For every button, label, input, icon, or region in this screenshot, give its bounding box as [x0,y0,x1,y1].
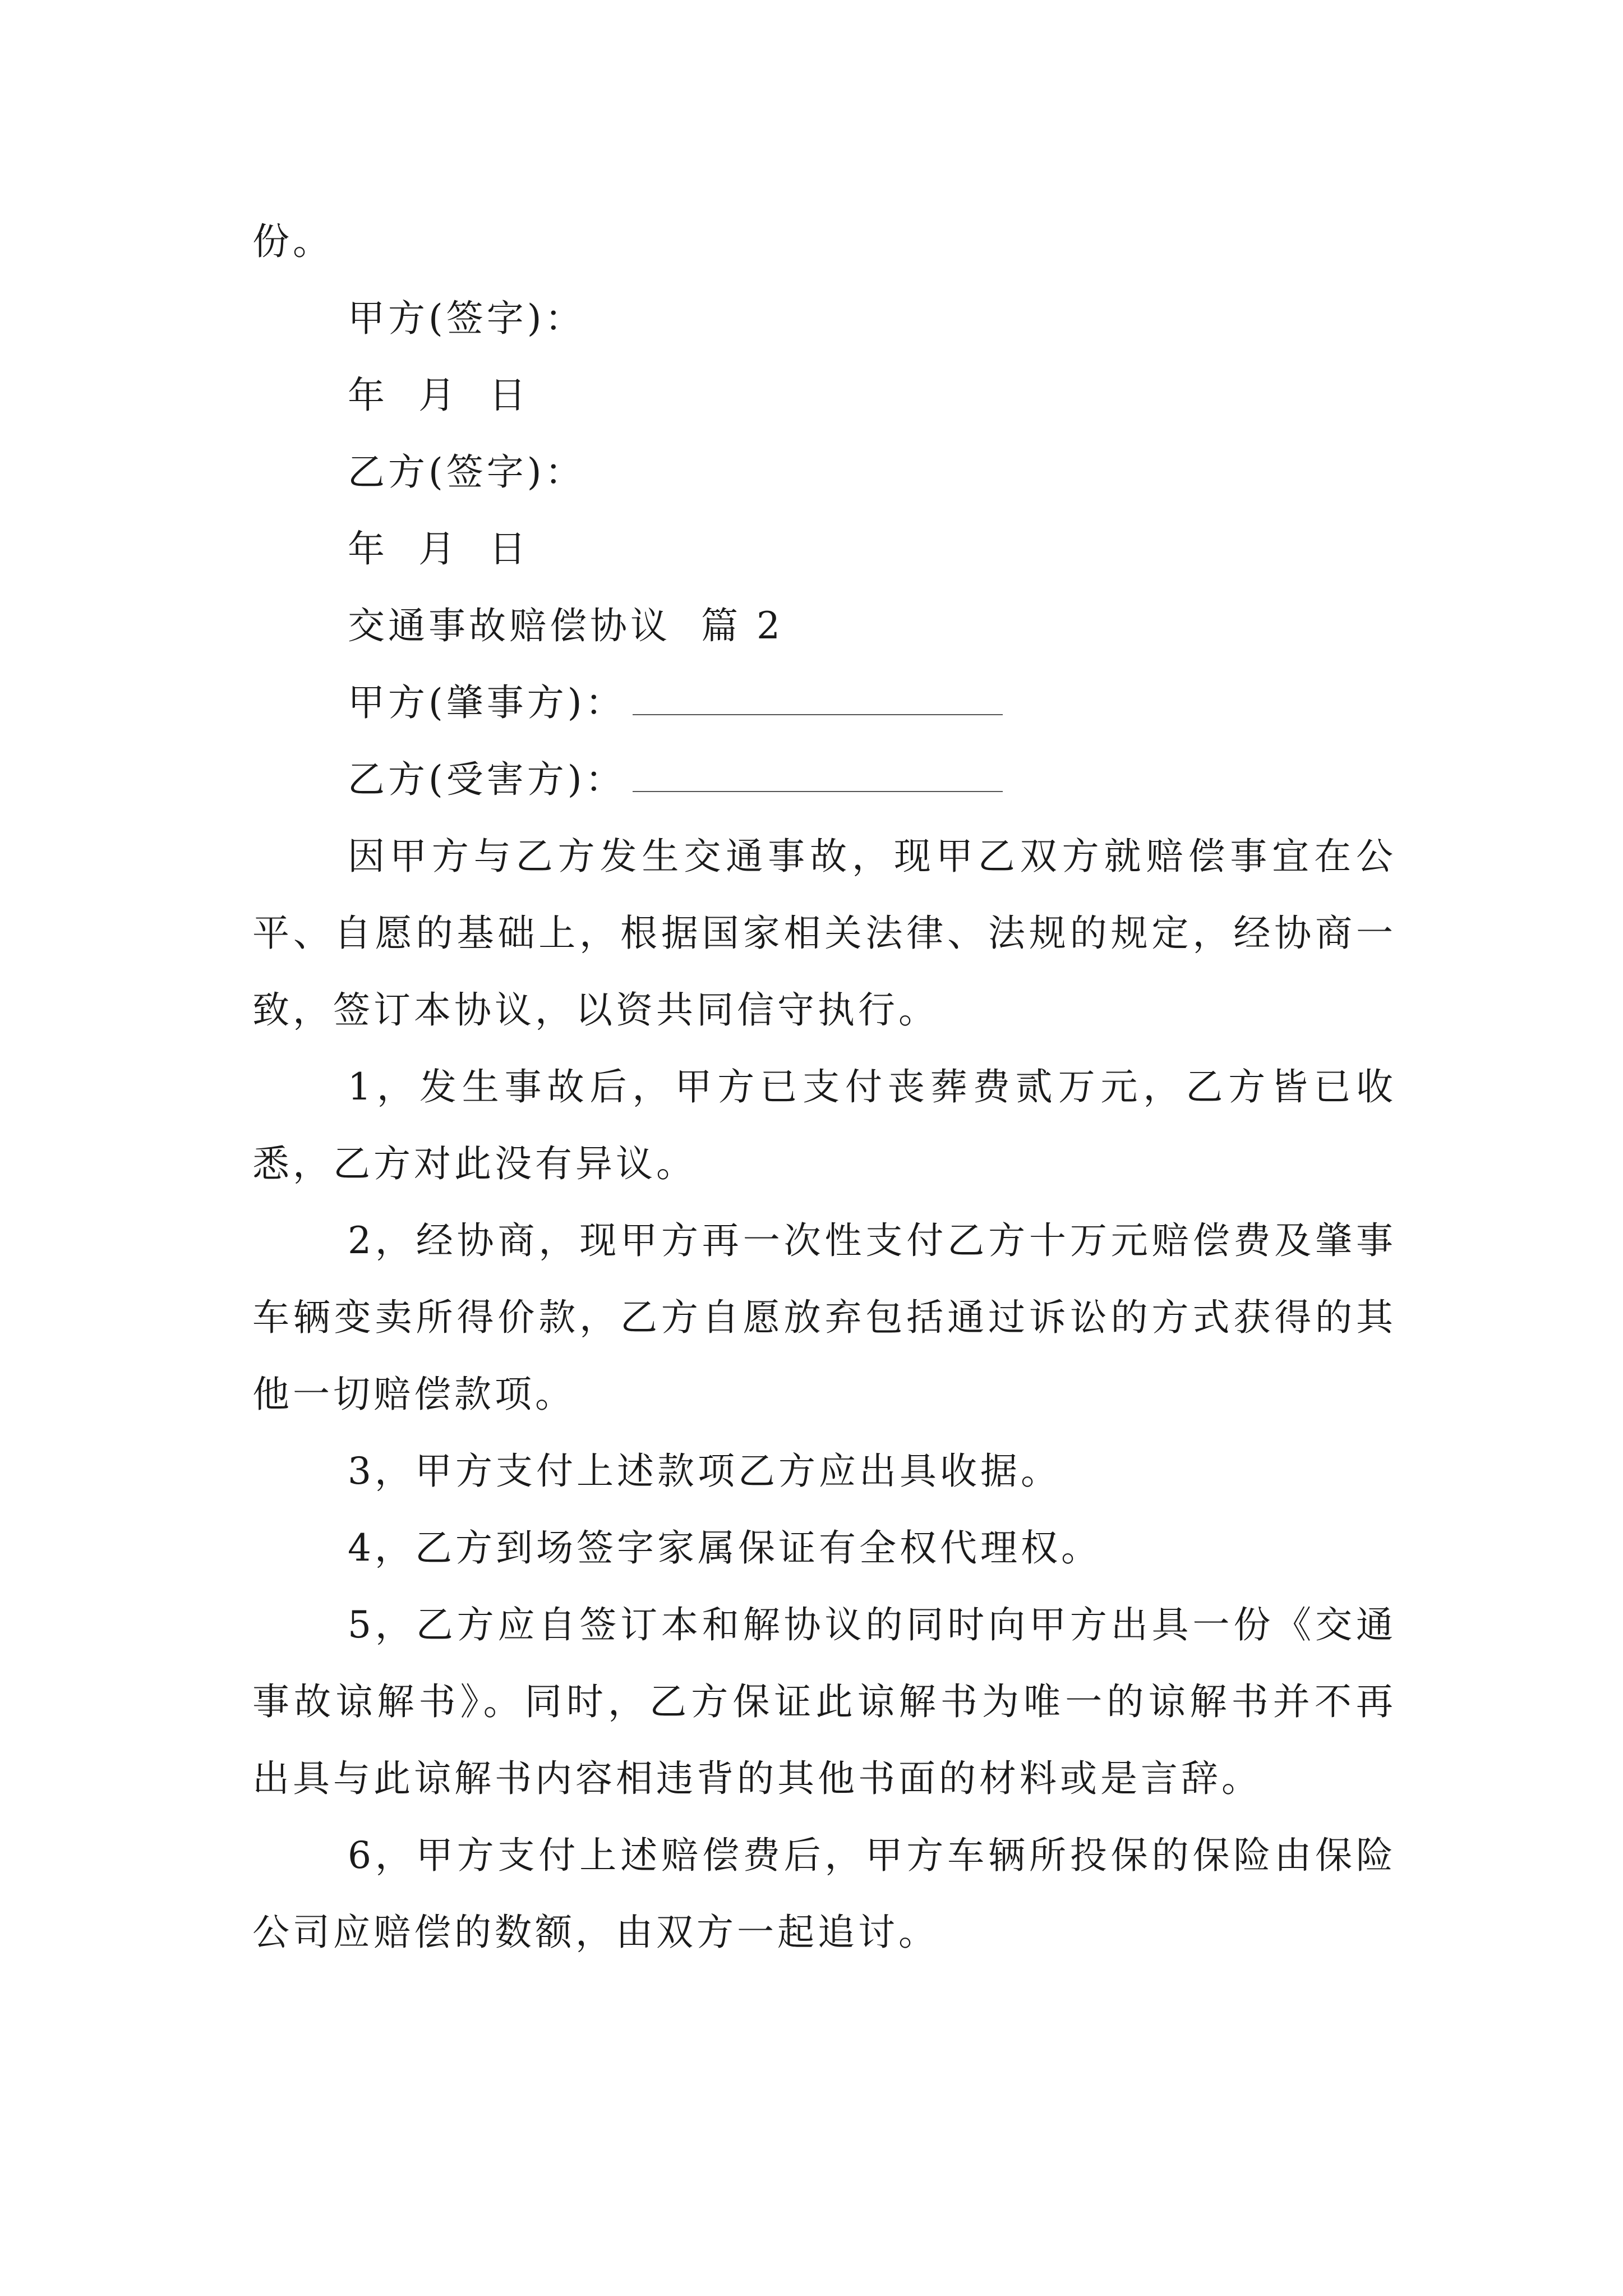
clause-6-paragraph: 6，甲方支付上述赔偿费后，甲方车辆所投保的保险由保险公司应赔偿的数额，由双方一起追讨。 [252,1834,1396,1954]
intro-paragraph: 因甲方与乙方发生交通事故，现甲乙双方就赔偿事宜在公平、自愿的基础上，根据国家相关法律、法规的规定，经协商一致，签订本协议，以资共同信守执行。 [252,835,1396,1032]
party-a-blank-field [633,680,1003,715]
party-b-signature-label: 乙方(签字)： [348,450,585,494]
clause-2-paragraph: 2，经协商，现甲方再一次性支付乙方十万元赔偿费及肇事车辆变卖所得价款，乙方自愿放弃包括通过诉讼的方式获得的其他一切赔偿款项。 [252,1219,1396,1416]
party-b-date-label: 年 月 日 [348,527,529,570]
party-b-line [252,741,1396,818]
clause-4-paragraph: 4，乙方到场签字家属保证有全权代理权。 [348,1526,1101,1570]
party-b-label: 乙方(受害方)： [348,758,626,801]
party-a-date-label: 年 月 日 [348,374,529,417]
document-body [252,203,1396,1971]
clause-3-paragraph: 3，甲方支付上述款项乙方应出具收据。 [348,1450,1061,1493]
party-a-label: 甲方(肇事方)： [348,681,626,724]
party-b-blank-field [633,757,1003,792]
continuation-text: 份。 [252,220,333,263]
clause-1-paragraph: 1，发生事故后，甲方已支付丧葬费贰万元，乙方皆已收悉，乙方对此没有异议。 [252,1065,1396,1185]
section-title: 交通事故赔偿协议 篇 2 [348,604,783,647]
party-a-signature-label: 甲方(签字)： [348,297,585,340]
clause-5-paragraph: 5，乙方应自签订本和解协议的同时向甲方出具一份《交通事故谅解书》。同时，乙方保证此谅解书为唯一的谅解书并不再出具与此谅解书内容相违背的其他书面的材料或是言辞。 [252,1603,1396,1800]
party-a-line [252,664,1396,741]
